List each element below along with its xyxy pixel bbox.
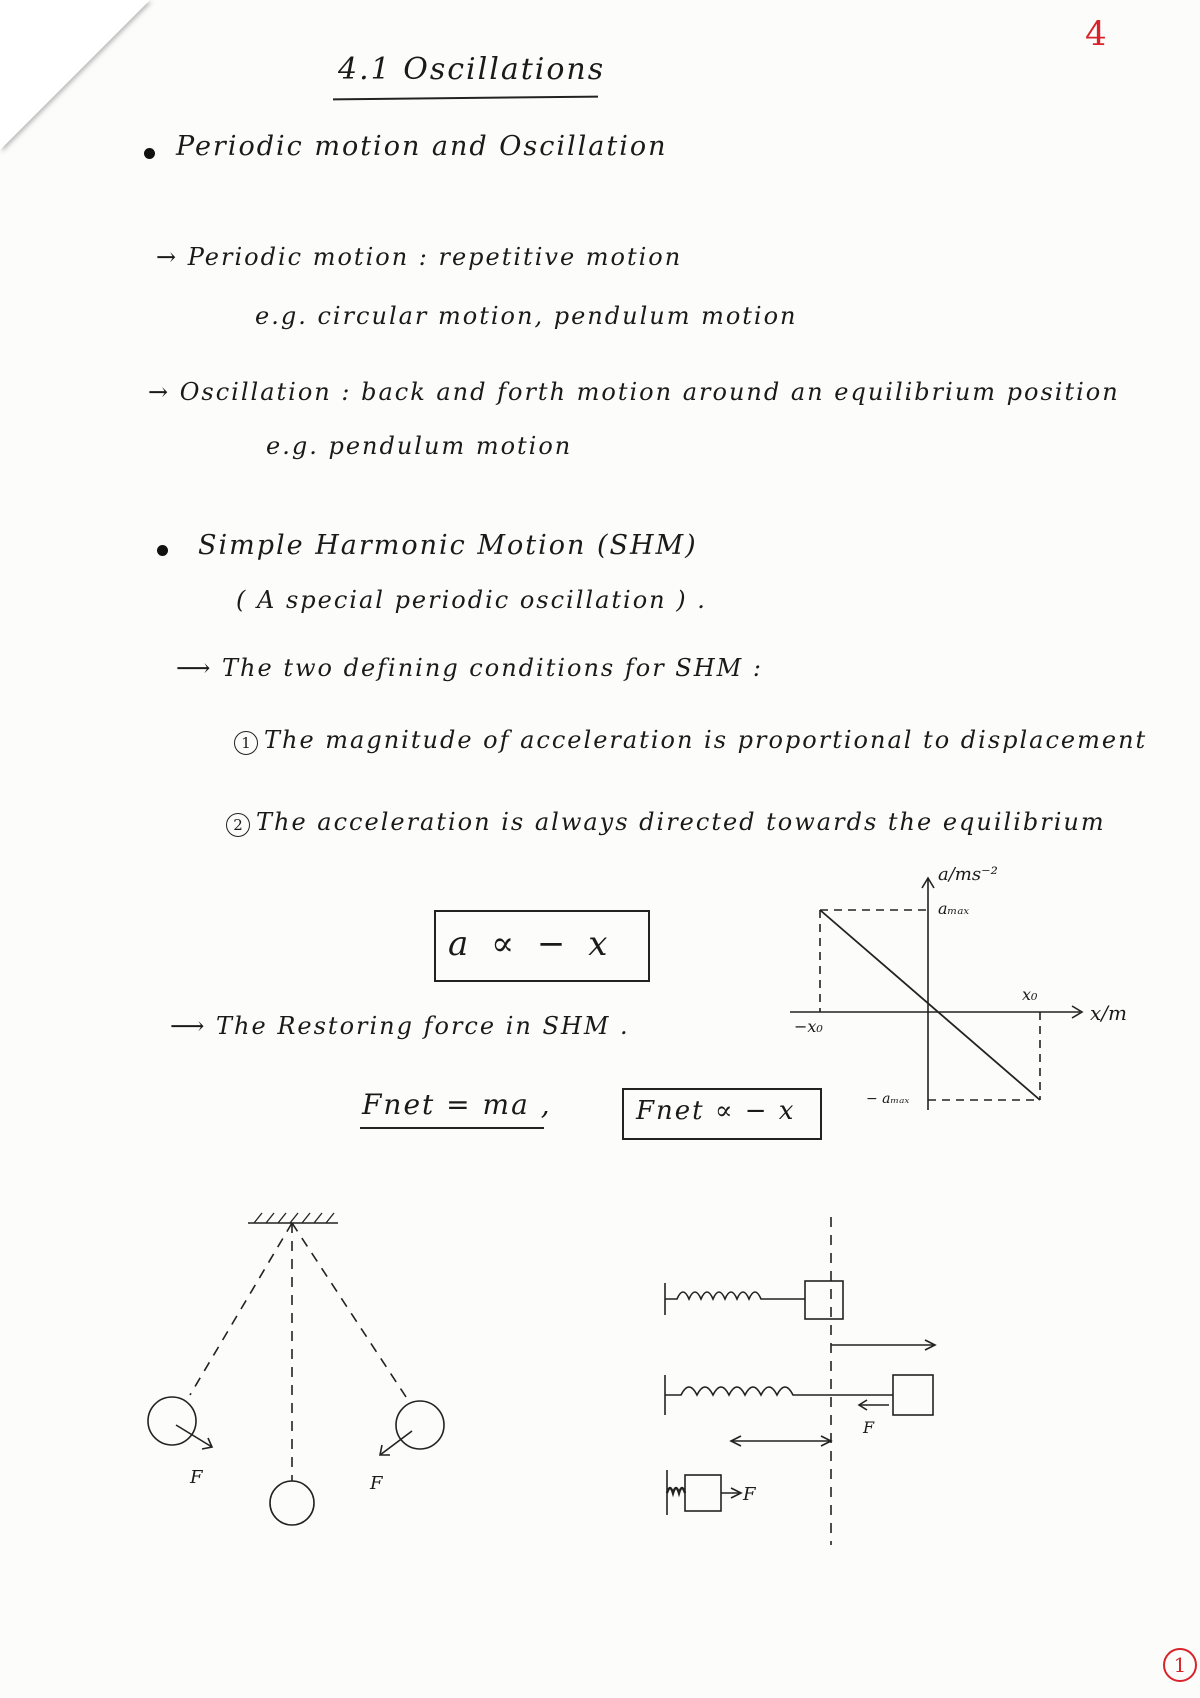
title-underline xyxy=(333,96,598,101)
x-axis-label: x/m xyxy=(1090,1001,1127,1025)
force-label: F xyxy=(370,1473,383,1494)
mass-stretched xyxy=(893,1375,933,1415)
neg-amax-label: − aₘₐₓ xyxy=(866,1091,910,1107)
fnet-underline xyxy=(360,1127,544,1129)
spring-compressed xyxy=(667,1488,685,1493)
bob-equilibrium xyxy=(270,1481,314,1525)
periodic-definition: → Periodic motion : repetitive motion xyxy=(156,243,683,271)
circled-number: 2 xyxy=(226,813,250,837)
neg-x0-label: −x₀ xyxy=(794,1017,823,1036)
spring-stretched xyxy=(665,1387,893,1395)
force-arrow-right xyxy=(380,1431,412,1455)
circled-number: 1 xyxy=(234,731,258,755)
oscillation-example: e.g. pendulum motion xyxy=(266,432,573,460)
formula-box xyxy=(434,910,650,982)
acceleration-displacement-graph xyxy=(780,850,1160,1120)
graph-line xyxy=(820,910,1040,1100)
fnet-proportional: Fnet ∝ − x xyxy=(636,1096,796,1126)
pendulum-figure xyxy=(130,1205,450,1535)
support-hatching xyxy=(254,1213,334,1223)
bob-left xyxy=(148,1397,196,1445)
page-title: 4.1 Oscillations xyxy=(338,52,606,87)
bob-right xyxy=(396,1401,444,1449)
right-string xyxy=(292,1223,408,1400)
acceleration-formula: a ∝ − x xyxy=(448,924,614,964)
conditions-intro: ⟶ The two defining conditions for SHM : xyxy=(176,654,763,682)
y-axis-label: a/ms⁻² xyxy=(938,864,998,885)
shm-subtitle: ( A special periodic oscillation ) . xyxy=(236,586,707,614)
mass-equilibrium xyxy=(805,1281,843,1319)
page-number: 1 xyxy=(1163,1648,1197,1682)
corner-number: 4 xyxy=(1085,14,1109,54)
x0-label: x₀ xyxy=(1022,985,1038,1004)
left-string xyxy=(190,1223,292,1395)
bullet-icon xyxy=(157,545,168,556)
force-label: F xyxy=(863,1418,875,1437)
condition-1-text: The magnitude of acceleration is proportional to displacement xyxy=(264,726,1148,754)
periodic-example: e.g. circular motion, pendulum motion xyxy=(255,302,798,330)
spring-mass-figure xyxy=(655,1215,975,1545)
condition-2-text: The acceleration is always directed towards the equilibrium xyxy=(256,808,1106,836)
periodic-heading: Periodic motion and Oscillation xyxy=(176,131,668,162)
shm-heading: Simple Harmonic Motion (SHM) xyxy=(198,530,698,561)
oscillation-definition: → Oscillation : back and forth motion around an equilibrium position xyxy=(148,378,1120,406)
folded-corner xyxy=(0,0,150,150)
spring-equilibrium xyxy=(665,1292,805,1299)
condition-1 xyxy=(234,726,1147,755)
amax-label: aₘₐₓ xyxy=(938,899,970,918)
fnet-equation: Fnet = ma , xyxy=(362,1088,552,1121)
condition-2 xyxy=(226,808,1106,837)
restoring-force-intro: ⟶ The Restoring force in SHM . xyxy=(170,1012,630,1040)
force-label: F xyxy=(743,1484,756,1505)
bullet-icon xyxy=(144,148,155,159)
mass-compressed xyxy=(685,1475,721,1511)
force-label: F xyxy=(190,1467,203,1488)
